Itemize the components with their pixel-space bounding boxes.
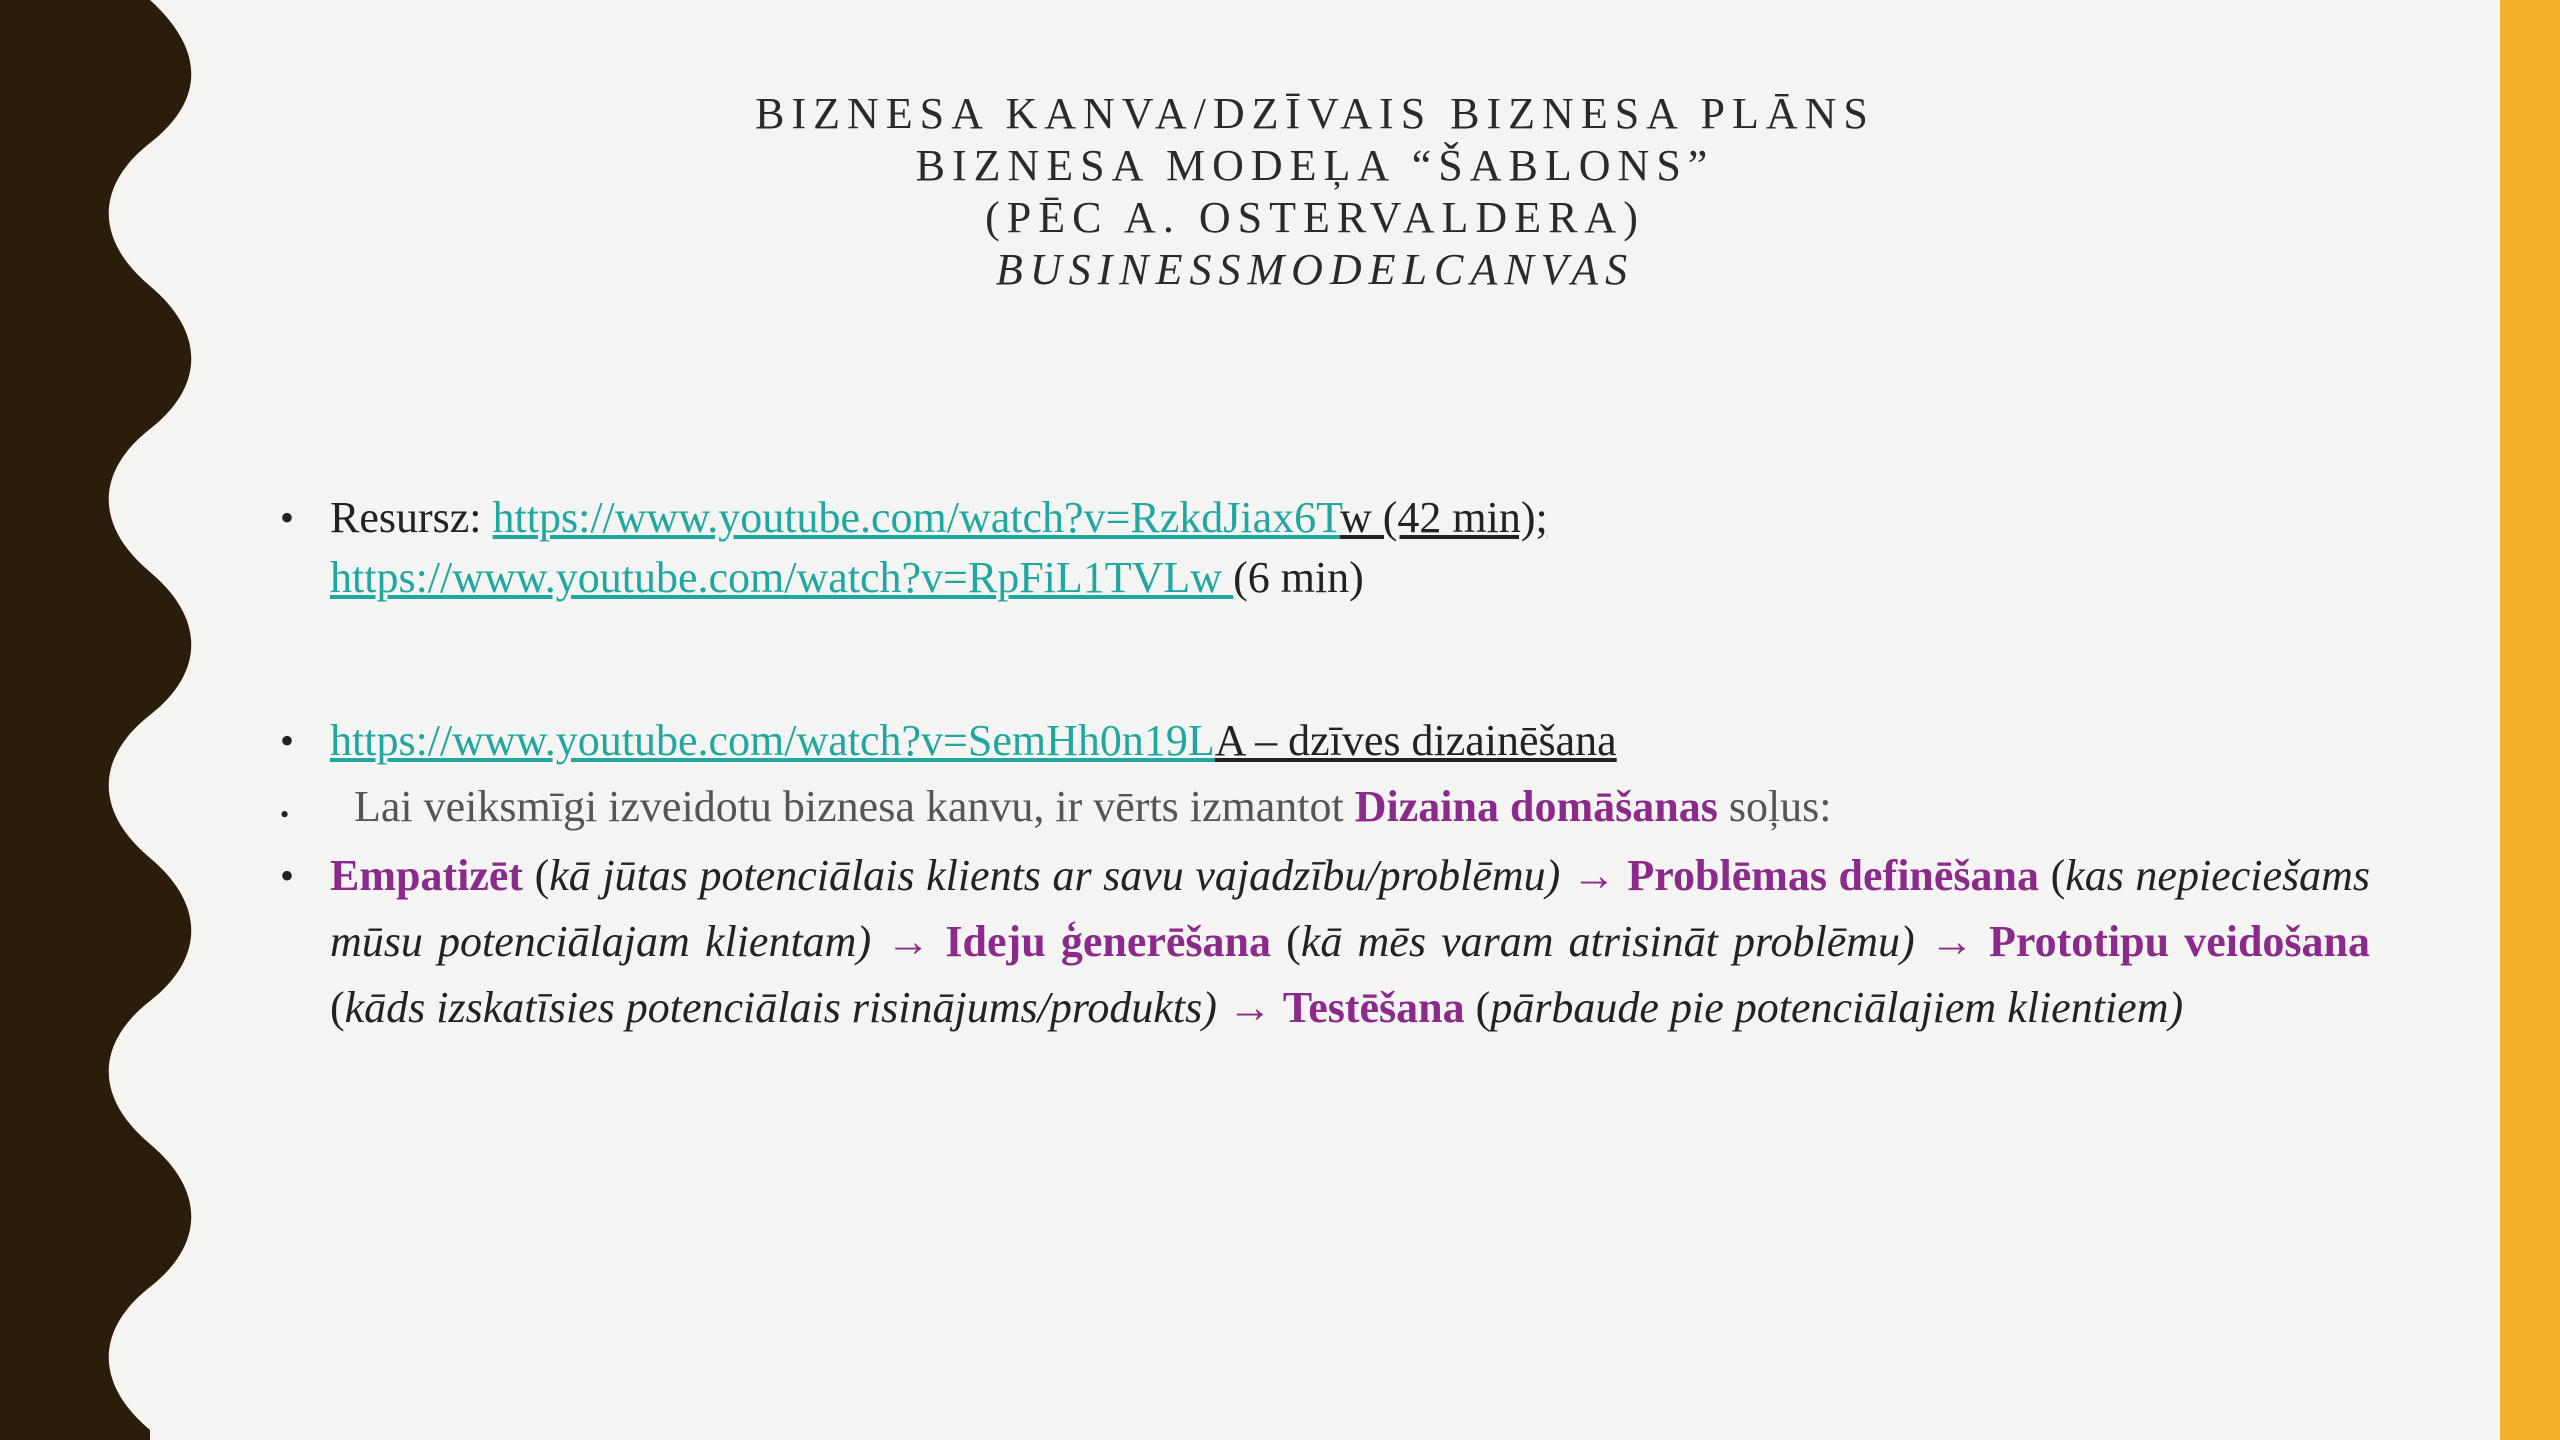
step-ideate: Ideju ģenerēšana <box>945 917 1272 966</box>
bullet-icon: • <box>280 800 290 829</box>
arrow-1: → <box>1571 851 1616 900</box>
step-test-desc: pārbaude pie potenciālajiem klientiem) <box>1490 983 2184 1032</box>
step-prototype: Prototipu veidošana <box>1988 917 2371 966</box>
intro-prefix: Lai veiksmīgi izveidotu biznesa kanvu, ir vērts izmantot <box>354 782 1344 831</box>
arrow-3: → <box>1929 917 1974 966</box>
bullet-icon: • <box>280 853 295 898</box>
arrow-2: → <box>886 917 931 966</box>
step-test: Testēšana <box>1282 983 1465 1032</box>
paren: ( <box>1475 983 1491 1032</box>
intro-suffix: soļus: <box>1728 782 1832 831</box>
step-define: Problēmas definēšana <box>1627 851 2040 900</box>
paren: ( <box>330 983 345 1032</box>
slide-content <box>280 488 2370 1041</box>
bullet-icon: • <box>280 718 295 763</box>
accent-right-band <box>2500 0 2560 1440</box>
link2-tail: (6 min) <box>1233 553 1364 602</box>
link3-tail: A – dzīves dizainēšana <box>1214 716 1617 765</box>
step-define-desc: kas nepieciešams mūsu potenciālajam klientam) <box>330 851 2371 966</box>
youtube-link-2[interactable]: https://www.youtube.com/watch?v=RpFiL1TVLw <box>330 553 1234 602</box>
youtube-link-3[interactable]: https://www.youtube.com/watch?v=SemHh0n19L <box>330 716 1215 765</box>
link1-tail: w (42 min); <box>1339 493 1548 542</box>
design-thinking-steps <box>280 843 2370 1041</box>
wavy-left-band <box>0 0 200 1440</box>
intro-highlight: Dizaina domāšanas <box>1354 782 1718 831</box>
title-line-2: BIZNESA MODEĻA “ŠABLONS” <box>915 141 1715 190</box>
resources-label: Resursz: <box>330 493 482 542</box>
paren: ( <box>534 851 550 900</box>
step-empathize-desc: kā jūtas potenciālais klients ar savu vajadzību/problēmu) <box>549 851 1561 900</box>
resources-item <box>280 488 2370 608</box>
arrow-4: → <box>1227 983 1272 1032</box>
youtube-link-1[interactable]: https://www.youtube.com/watch?v=RzkdJiax6T <box>492 493 1340 542</box>
video-item <box>280 711 2370 771</box>
bullet-icon: • <box>280 495 295 540</box>
step-ideate-desc: kā mēs varam atrisināt problēmu) <box>1300 917 1915 966</box>
slide-title <box>330 88 2300 296</box>
paren: ( <box>1286 917 1301 966</box>
title-line-1: BIZNESA KANVA/DZĪVAIS BIZNESA PLĀNS <box>755 89 1875 138</box>
paren: ( <box>2050 851 2066 900</box>
intro-item <box>280 777 2370 837</box>
title-line-4: BUSINESSMODELCANVAS <box>995 245 1635 294</box>
step-prototype-desc: kāds izskatīsies potenciālais risinājums/produkts) <box>344 983 1217 1032</box>
title-line-3: (PĒC A. OSTERVALDERA) <box>985 193 1645 242</box>
step-empathize: Empatizēt <box>330 851 524 900</box>
